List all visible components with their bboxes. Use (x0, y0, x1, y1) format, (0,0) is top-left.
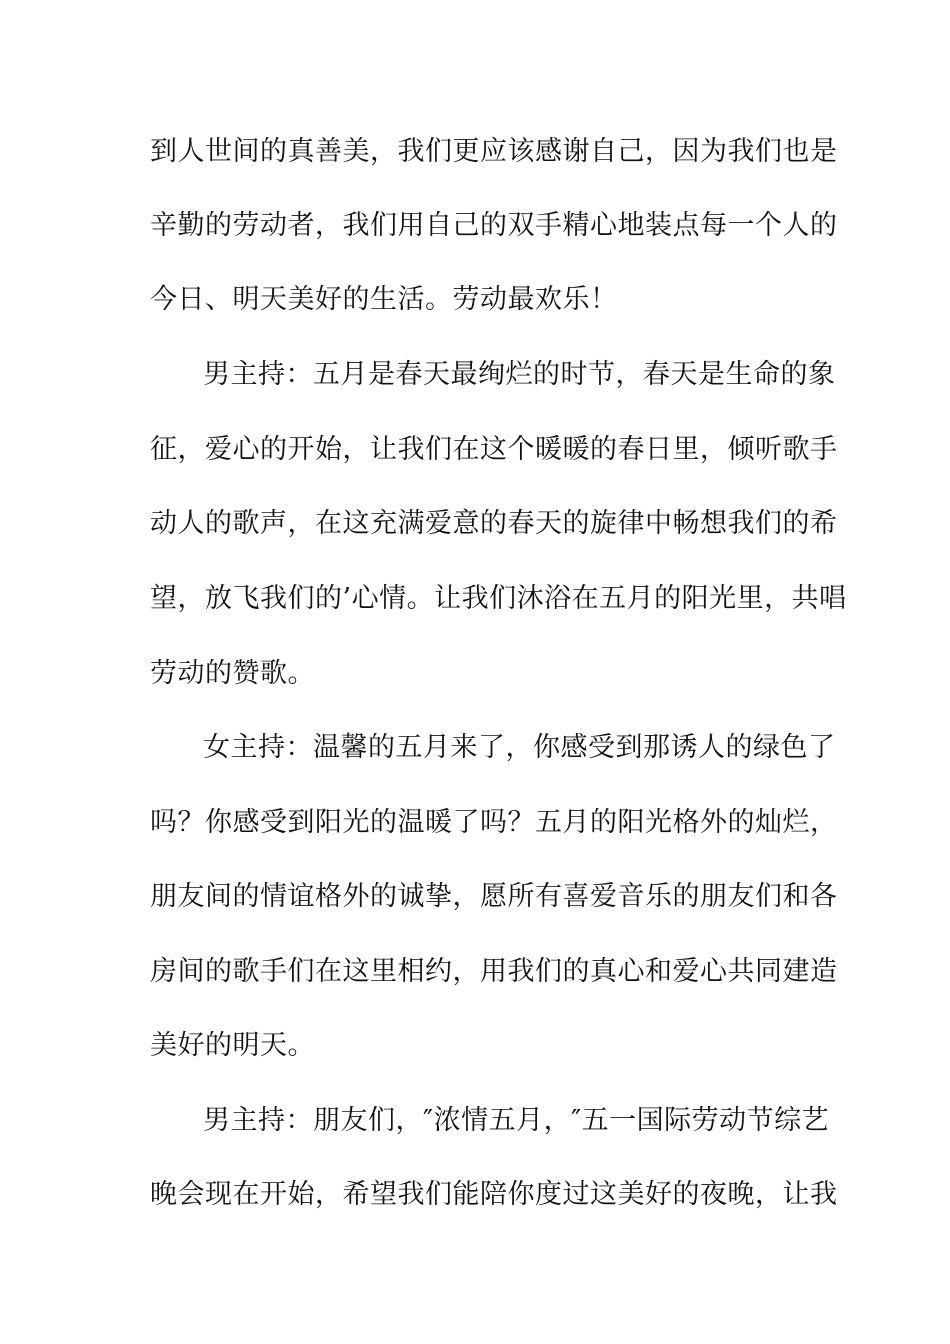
paragraph-first-line: 男主持：五月是春天最绚烂的时节，春天是生命的象 (203, 359, 836, 390)
text-line: 劳动的赞歌。 (150, 658, 315, 689)
text-line: 动人的歌声，在这充满爱意的春天的旋律中畅想我们的希 (150, 508, 838, 539)
paragraph-first-line: 女主持：温馨的五月来了，你感受到那诱人的绿色了 (203, 732, 836, 763)
text-line: 美好的明天。 (150, 1030, 315, 1061)
text-line: 辛勤的劳动者，我们用自己的双手精心地装点每一个人的 (150, 210, 838, 241)
text-line: 今日、明天美好的生活。劳动最欢乐！ (150, 284, 618, 315)
paragraph-first-line: 男主持：朋友们，″浓情五月，″五一国际劳动节综艺 (203, 1105, 830, 1136)
text-line: 到人世间的真善美，我们更应该感谢自己，因为我们也是 (150, 136, 838, 167)
text-line: 朋友间的情谊格外的诚挚，愿所有喜爱音乐的朋友们和各 (150, 881, 838, 912)
text-line: 望，放飞我们的’心情。让我们沐浴在五月的阳光里，共唱 (150, 583, 847, 614)
text-line: 晚会现在开始，希望我们能陪你度过这美好的夜晚，让我 (150, 1179, 838, 1210)
text-line: 房间的歌手们在这里相约，用我们的真心和爱心共同建造 (150, 956, 838, 987)
text-line: 吗？你感受到阳光的温暖了吗？五月的阳光格外的灿烂， (150, 807, 838, 838)
text-line: 征，爱心的开始，让我们在这个暖暖的春日里，倾听歌手 (150, 434, 838, 465)
